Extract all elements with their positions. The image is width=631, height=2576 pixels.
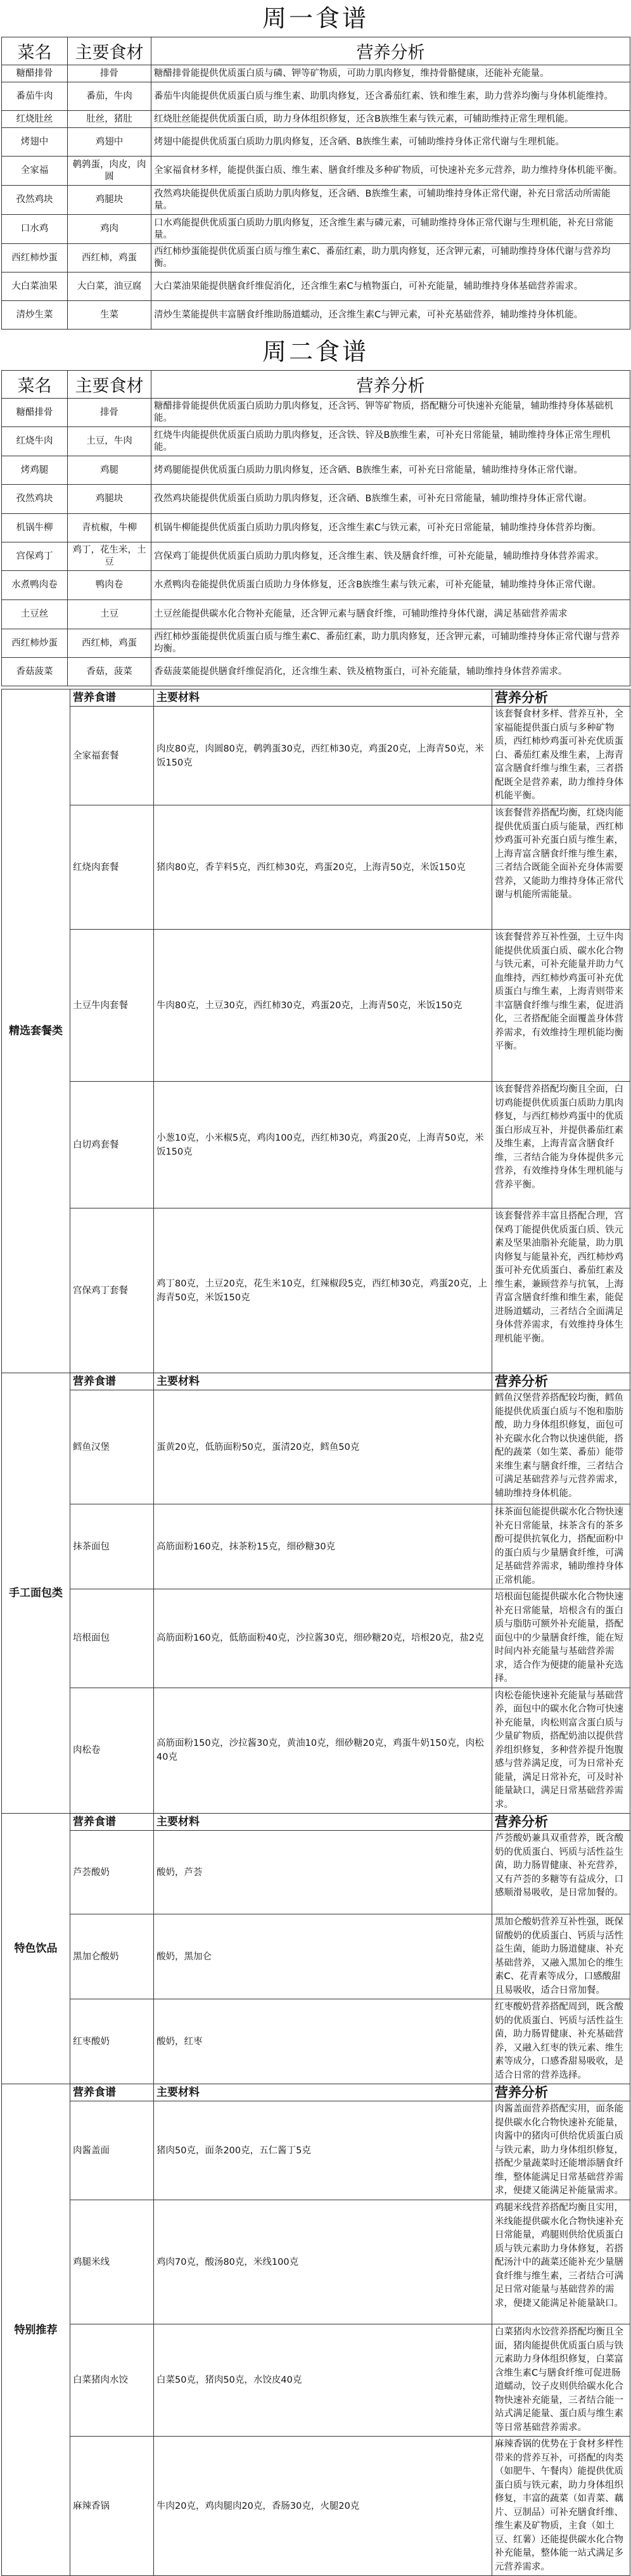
recipe-materials: 酸奶，芦荟 (154, 1831, 492, 1914)
recipe-name: 鸡腿米线 (70, 2200, 154, 2324)
table-row (2, 1082, 630, 1208)
recipe-header: 营养食谱 (70, 689, 154, 707)
table-row (2, 111, 630, 128)
recipe-analysis: 培根面包能提供碳水化合物快速补充日常能量，培根含有的蛋白质与脂肪可额外补充能量，搭配面包中的少量膳食纤维，能在短时间内补充能量与基础营养需求，适合作为便捷的能量补充选择。 (492, 1589, 630, 1688)
dish-name: 红烧肚丝 (2, 111, 68, 128)
dish-header: 菜名 (2, 371, 68, 399)
recipe-materials: 白菜50克，猪肉50克，水饺皮40克 (154, 2324, 492, 2437)
dish-analysis: 宫保鸡丁能提供优质蛋白质助力肌肉修复，还含维生素、铁及膳食纤维，可补充能量，辅助维持身体营养需求。 (151, 542, 630, 571)
dish-analysis: 大白菜油果能提供膳食纤维促消化，还含维生素C与植物蛋白，可补充能量，辅助维持身体基础营养需求。 (151, 272, 630, 301)
dish-name: 红烧牛肉 (2, 427, 68, 456)
dish-analysis: 红烧牛肉能提供优质蛋白质助力肌肉修复，还含铁、锌及B族维生素，可补充日常能量，辅助维持身体正常生理机能。 (151, 427, 630, 456)
dish-name: 大白菜油果 (2, 272, 68, 301)
dish-ingredients: 鸡肉 (68, 215, 151, 244)
recipe-analysis: 该套餐营养丰富且搭配合理，宫保鸡丁能提供优质蛋白质、铁元素及坚果油脂补充能量，助力肌肉修复与能量补充，西红柿炒鸡蛋可补充优质蛋白、番茄红素及维生素，兼顾营养与抗氧，上海青富含膳食纤维和维生素，能促进肠道蠕动，三者结合全面满足身体营养需求，有效维持身体生理机能平衡。 (492, 1208, 630, 1373)
recipe-materials: 牛肉20克，鸡肉腿肉20克，香肠30克，火腿20克 (154, 2437, 492, 2576)
dish-ingredients: 青杭椒，牛柳 (68, 514, 151, 542)
dish-name: 孜然鸡块 (2, 186, 68, 215)
recipe-materials: 酸奶，黑加仑 (154, 1914, 492, 1999)
dish-analysis: 清炒生菜能提供丰富膳食纤维助肠道蠕动，还含维生素C与钾元素，可补充基础营养，辅助维持身体机能。 (151, 301, 630, 330)
dish-analysis: 孜然鸡块能提供优质蛋白质助力肌肉修复，还含硒、B族维生素，可辅助维持身体正常代谢，补充日常活动所需能量。 (151, 186, 630, 215)
dish-analysis: 水煮鸭肉卷能提供优质蛋白质助力身体修复，还含B族维生素与铁元素，可补充能量，辅助维持身体正常代谢。 (151, 571, 630, 600)
table-row (2, 542, 630, 571)
recipe-name: 红烧肉套餐 (70, 805, 154, 930)
table-row (2, 215, 630, 244)
recipe-materials: 高筋面粉160克，低筋面粉40克，沙拉酱30克，细砂糖20克，培根20克，盐2克 (154, 1589, 492, 1688)
table-row (2, 244, 630, 272)
dish-ingredients: 土豆 (68, 600, 151, 629)
recipe-name: 黑加仑酸奶 (70, 1914, 154, 1999)
dish-ingredients: 香菇，菠菜 (68, 658, 151, 686)
menu-table (1, 689, 630, 2576)
recipe-name: 肉酱盖面 (70, 2101, 154, 2200)
table-row (2, 930, 630, 1082)
dish-ingredients: 鸡腿块 (68, 485, 151, 514)
recipe-name: 白切鸡套餐 (70, 1082, 154, 1208)
recipe-header: 营养食谱 (70, 2084, 154, 2101)
recipe-analysis: 该套餐营养互补性强，土豆牛肉能提供优质蛋白质、碳水化合物与铁元素，可补充能量并助力气血维持，西红柿炒鸡蛋可补充优质蛋白与维生素，上海青则带来丰富膳食纤维与维生素，促进消化，三者搭配能全面覆盖身体营养需求，有效维持生理机能均衡平衡。 (492, 930, 630, 1082)
dish-header: 菜名 (2, 37, 68, 65)
dish-ingredients: 鸡丁，花生米，土豆 (68, 542, 151, 571)
dish-name: 烤翅中 (2, 128, 68, 157)
recipe-materials: 牛肉80克，土豆30克，西红柿30克，鸡蛋20克，上海青50克，米饭150克 (154, 930, 492, 1082)
table-row (2, 1504, 630, 1589)
dish-ingredients: 番茄，牛肉 (68, 82, 151, 111)
dish-name: 孜然鸡块 (2, 485, 68, 514)
dish-ingredients: 土豆，牛肉 (68, 427, 151, 456)
recipe-materials: 猪肉50克，面条200克，五仁酱丁5克 (154, 2101, 492, 2200)
ingredients-header: 主要食材 (68, 37, 151, 65)
table-row (2, 456, 630, 485)
table-row (2, 1208, 630, 1373)
table-row (2, 2324, 630, 2437)
table-row (2, 65, 630, 82)
dish-name: 糖醋排骨 (2, 65, 68, 82)
dish-analysis: 糖醋排骨能提供优质蛋白质助力肌肉修复，还含钙、钾等矿物质，搭配糖分可快速补充能量，辅助维持身体基础机能。 (151, 399, 630, 427)
menu-header-row (2, 2084, 630, 2101)
recipe-analysis: 肉酱盖面营养搭配实用，面条能提供碳水化合物快速补充能量，肉酱中的猪肉可供给优质蛋白质与铁元素，助力身体组织修复，搭配少量蔬菜时还能增添膳食纤维，整体能满足日常基础营养需求，便捷又能满足补能量需求。 (492, 2101, 630, 2200)
recipe-name: 抹茶面包 (70, 1504, 154, 1589)
dish-ingredients: 大白菜，油豆腐 (68, 272, 151, 301)
materials-header: 主要材料 (154, 689, 492, 707)
recipe-name: 宫保鸡丁套餐 (70, 1208, 154, 1373)
dish-ingredients: 排骨 (68, 65, 151, 82)
dish-name: 口水鸡 (2, 215, 68, 244)
recipe-analysis: 鸡腿米线营养搭配均衡且实用，米线能提供碳水化合物快速补充日常能量，鸡腿则供给优质蛋白质与铁元素助力身体修复，若搭配汤汁中的蔬菜还能补充少量膳食纤维与维生素，三者结合可满足日常对能量与基础营养的需求，便捷又能满足补能量缺口。 (492, 2200, 630, 2324)
week2-table (1, 370, 630, 686)
dish-name: 番茄牛肉 (2, 82, 68, 111)
dish-ingredients: 鹌鹑蛋，肉皮，肉圆 (68, 157, 151, 186)
table-row (2, 1914, 630, 1999)
recipe-header: 营养食谱 (70, 1814, 154, 1831)
recipe-materials: 高筋面粉150克，沙拉酱30克，黄油10克，细砂糖20克，鸡蛋牛奶150克，肉松40克 (154, 1688, 492, 1814)
week1-table (1, 37, 630, 330)
dish-ingredients: 排骨 (68, 399, 151, 427)
dish-analysis: 西红柿炒蛋能提供优质蛋白质与维生素C、番茄红素，助力肌肉修复，还含钾元素，可辅助维持身体代谢与营养均衡。 (151, 244, 630, 272)
dish-analysis: 口水鸡能提供优质蛋白质助力肌肉修复，还含维生素与磷元素，可辅助维持身体正常代谢与生理机能，补充日常能量。 (151, 215, 630, 244)
dish-ingredients: 西红柿，鸡蛋 (68, 244, 151, 272)
recipe-materials: 鸡肉70克，酸汤80克，米线100克 (154, 2200, 492, 2324)
analysis-header: 营养分析 (492, 1814, 630, 1831)
dish-ingredients: 生菜 (68, 301, 151, 330)
recipe-materials: 酸奶，红枣 (154, 1999, 492, 2084)
dish-ingredients: 肚丝，猪肚 (68, 111, 151, 128)
recipe-analysis: 抹茶面包能提供碳水化合物快速补充日常能量，抹茶含有的茶多酚可提供抗氧化力，搭配面粉中的蛋白质与少量膳食纤维，可满足基础营养需求，辅助维持身体正常机能。 (492, 1504, 630, 1589)
dish-ingredients: 鸡腿 (68, 456, 151, 485)
week2-title: 周二食谱 (262, 338, 369, 366)
table-row (2, 1688, 630, 1814)
materials-header: 主要材料 (154, 1373, 492, 1390)
dish-name: 机锅牛柳 (2, 514, 68, 542)
recipe-name: 红枣酸奶 (70, 1999, 154, 2084)
table-row (2, 805, 630, 930)
recipe-header: 营养食谱 (70, 1373, 154, 1390)
dish-analysis: 机锅牛柳能提供优质蛋白质助力肌肉修复，还含维生素C与铁元素，可补充日常能量，辅助维持身体营养均衡。 (151, 514, 630, 542)
materials-header: 主要材料 (154, 2084, 492, 2101)
recipe-analysis: 该套餐营养搭配均衡，红烧肉能提供优质蛋白质与能量，西红柿炒鸡蛋可补充蛋白质与维生素，上海青富含膳食纤维与维生素，三者结合既能全面补充身体需要营养，又能助力维持身体正常代谢与机能所需能量。 (492, 805, 630, 930)
dish-analysis: 红烧肚丝能提供优质蛋白质，助力身体组织修复，还含B族维生素与铁元素，可辅助维持正常生理机能。 (151, 111, 630, 128)
table-row (2, 1390, 630, 1504)
analysis-header: 营养分析 (492, 1373, 630, 1390)
recipe-analysis: 该套餐食材多样、营养互补，全家福能提供蛋白质与多种矿物质，西红柿炒鸡蛋可补充优质蛋白、番茄红素及维生素，上海青富含膳食纤维与维生素，三者搭配既全是营养素，助力维持身体机能平衡。 (492, 707, 630, 805)
dish-name: 烤鸡腿 (2, 456, 68, 485)
recipe-analysis: 芦荟酸奶兼具双重营养，既含酸奶的优质蛋白、钙质与活性益生菌，助力肠胃健康、补充营养，又有芦荟的多糖等有益成分，口感顺滑易吸收，是日常加餐的。 (492, 1831, 630, 1914)
category-label: 特色饮品 (2, 1814, 70, 2084)
ingredients-header: 主要食材 (68, 371, 151, 399)
dish-analysis: 全家福食材多样，能提供蛋白质、维生素、膳食纤维及多种矿物质，可快速补充多元营养，助力维持身体机能平衡。 (151, 157, 630, 186)
dish-analysis: 烤鸡腿能提供优质蛋白质助力肌肉修复，还含硒、B族维生素，可补充日常能量，辅助维持身体正常代谢。 (151, 456, 630, 485)
table-row (2, 427, 630, 456)
table-row (2, 658, 630, 686)
recipe-analysis: 该套餐营养搭配均衡且全面，白切鸡能提供优质蛋白质助力肌肉修复，与西红柿炒鸡蛋中的优质蛋白形成互补，并提供番茄红素及维生素，上海青富含膳食纤维，三者结合能为身体提供多元营养，有效维持身体生理机能与营养平衡。 (492, 1082, 630, 1208)
analysis-header: 营养分析 (492, 2084, 630, 2101)
table-row (2, 629, 630, 658)
dish-ingredients: 西红柿，鸡蛋 (68, 629, 151, 658)
recipe-name: 鳕鱼汉堡 (70, 1390, 154, 1504)
recipe-analysis: 白菜猪肉水饺营养搭配均衡且全面，猪肉能提供优质蛋白质与铁元素助力身体组织修复，白菜富含维生素C与膳食纤维可促进肠道蠕动，饺子皮则供给碳水化合物快速补充能量，三者结合能一站式满足能量、蛋白质与维生素等日常基础营养需求。 (492, 2324, 630, 2437)
table-row (2, 301, 630, 330)
recipe-analysis: 肉松卷能快速补充能量与基础营养，面包中的碳水化合物可快速补充能量，肉松则富含蛋白质与少量矿物质，搭配奶油以提供营养组织修复，多种营养提升饱腹感与营养满足度，可为日常补充能量，满足日常补充，可及时补能量缺口，满足日常基础营养需求。 (492, 1688, 630, 1814)
menu-header-row (2, 1814, 630, 1831)
analysis-header: 营养分析 (151, 371, 630, 399)
table-row (2, 485, 630, 514)
dish-name: 糖醋排骨 (2, 399, 68, 427)
dish-analysis: 烤翅中能提供优质蛋白质助力肌肉修复，还含硒、B族维生素，可辅助维持身体正常代谢与生理机能。 (151, 128, 630, 157)
recipe-materials: 鸡丁80克，土豆20克，花生米10克，红辣椒段5克，西红柿30克，鸡蛋20克，上海青50克，米饭150克 (154, 1208, 492, 1373)
recipe-name: 培根面包 (70, 1589, 154, 1688)
table-row (2, 514, 630, 542)
recipe-name: 麻辣香锅 (70, 2437, 154, 2576)
recipe-analysis: 麻辣香锅的优势在于食材多样性带来的营养互补，可搭配的肉类（如肥牛、午餐肉）能提供优质蛋白质与铁元素，助力身体组织修复，丰富的蔬菜（如青菜、藕片、豆制品）可补充膳食纤维、维生素及矿物质，主食（如土豆、红薯）还能提供碳水化合物补充能量，整体能一站式满足多元营养需求。 (492, 2437, 630, 2576)
recipe-analysis: 红枣酸奶营养搭配周到，既含酸奶的优质蛋白、钙质与活性益生菌，助力肠胃健康、补充基础营养，又融入红枣的铁元素、维生素等成分，口感香甜易吸收，是适合日常的营养选择。 (492, 1999, 630, 2084)
dish-analysis: 孜然鸡块能提供优质蛋白质助力肌肉修复，还含硒、B族维生素，可补充日常能量，辅助维持身体正常代谢。 (151, 485, 630, 514)
table-row (2, 1831, 630, 1914)
dish-analysis: 番茄牛肉能提供优质蛋白质与维生素、助肌肉修复，还含番茄红素、铁和维生素，助力营养均衡与身体机能维持。 (151, 82, 630, 111)
recipe-name: 白菜猪肉水饺 (70, 2324, 154, 2437)
table-row (2, 2200, 630, 2324)
table-row (2, 600, 630, 629)
analysis-header: 营养分析 (151, 37, 630, 65)
dish-analysis: 土豆丝能提供碳水化合物补充能量，还含钾元素与膳食纤维，可辅助维持身体代谢，满足基础营养需求 (151, 600, 630, 629)
category-label: 精选套餐类 (2, 689, 70, 1373)
recipe-materials: 高筋面粉160克，抹茶粉15克，细砂糖30克 (154, 1504, 492, 1589)
dish-name: 西红柿炒蛋 (2, 629, 68, 658)
dish-name: 西红柿炒蛋 (2, 244, 68, 272)
dish-name: 清炒生菜 (2, 301, 68, 330)
recipe-materials: 小葱10克，小米椒5克，鸡肉100克，西红柿30克，鸡蛋20克，上海青50克，米饭150克 (154, 1082, 492, 1208)
table-row (2, 128, 630, 157)
recipe-name: 肉松卷 (70, 1688, 154, 1814)
recipe-analysis: 黑加仑酸奶营养互补性强，既保留酸奶的优质蛋白、钙质与活性益生菌，能助力肠道健康、补充基础营养，又融入黑加仑的维生素C、花青素等成分，口感酸甜且易吸收，适合日常加餐。 (492, 1914, 630, 1999)
table-row (2, 157, 630, 186)
table-row (2, 1589, 630, 1688)
category-label: 特别推荐 (2, 2084, 70, 2576)
recipe-materials: 肉皮80克，肉圆80克，鹌鹑蛋30克，西红柿30克，鸡蛋20克，上海青50克，米饭150克 (154, 707, 492, 805)
table-row (2, 571, 630, 600)
analysis-header: 营养分析 (492, 689, 630, 707)
week2-header-row (2, 371, 630, 399)
recipe-materials: 蛋黄20克，低筋面粉50克，蛋清20克，鳕鱼50克 (154, 1390, 492, 1504)
table-row (2, 272, 630, 301)
table-row (2, 399, 630, 427)
table-row (2, 82, 630, 111)
dish-analysis: 西红柿炒蛋能提供优质蛋白质与维生素C、番茄红素，助力肌肉修复，还含钾元素，可辅助维持身体正常代谢与营养均衡。 (151, 629, 630, 658)
menu-header-row (2, 689, 630, 707)
dish-analysis: 糖醋排骨能提供优质蛋白质与磷、钾等矿物质，可助力肌肉修复，维持骨骼健康，还能补充能量。 (151, 65, 630, 82)
recipe-name: 全家福套餐 (70, 707, 154, 805)
table-row (2, 1999, 630, 2084)
category-label: 手工面包类 (2, 1373, 70, 1814)
week1-title: 周一食谱 (262, 4, 369, 32)
dish-ingredients: 鸡翅中 (68, 128, 151, 157)
table-row (2, 2437, 630, 2576)
dish-name: 宫保鸡丁 (2, 542, 68, 571)
table-row (2, 186, 630, 215)
recipe-analysis: 鳕鱼汉堡营养搭配较均衡，鳕鱼能提供优质蛋白质与不饱和脂肪酸，助力身体组织修复，面包可补充碳水化合物以快速供能，搭配的蔬菜（如生菜、番茄）能带来维生素与膳食纤维，三者结合可满足基础营养与元营养需求，辅助维持身体机能。 (492, 1390, 630, 1504)
recipe-materials: 猪肉80克，香芋料5克，西红柿30克，鸡蛋20克，上海青50克，米饭150克 (154, 805, 492, 930)
dish-name: 全家福 (2, 157, 68, 186)
dish-analysis: 香菇菠菜能提供膳食纤维促消化，还含维生素、铁及植物蛋白，可补充能量，辅助维持身体营养需求。 (151, 658, 630, 686)
recipe-name: 芦荟酸奶 (70, 1831, 154, 1914)
table-row (2, 707, 630, 805)
dish-ingredients: 鸡腿块 (68, 186, 151, 215)
menu-header-row (2, 1373, 630, 1390)
table-row (2, 2101, 630, 2200)
materials-header: 主要材料 (154, 1814, 492, 1831)
dish-name: 水煮鸭肉卷 (2, 571, 68, 600)
recipe-name: 土豆牛肉套餐 (70, 930, 154, 1082)
week1-header-row (2, 37, 630, 65)
dish-name: 土豆丝 (2, 600, 68, 629)
dish-ingredients: 鸭肉卷 (68, 571, 151, 600)
dish-name: 香菇菠菜 (2, 658, 68, 686)
